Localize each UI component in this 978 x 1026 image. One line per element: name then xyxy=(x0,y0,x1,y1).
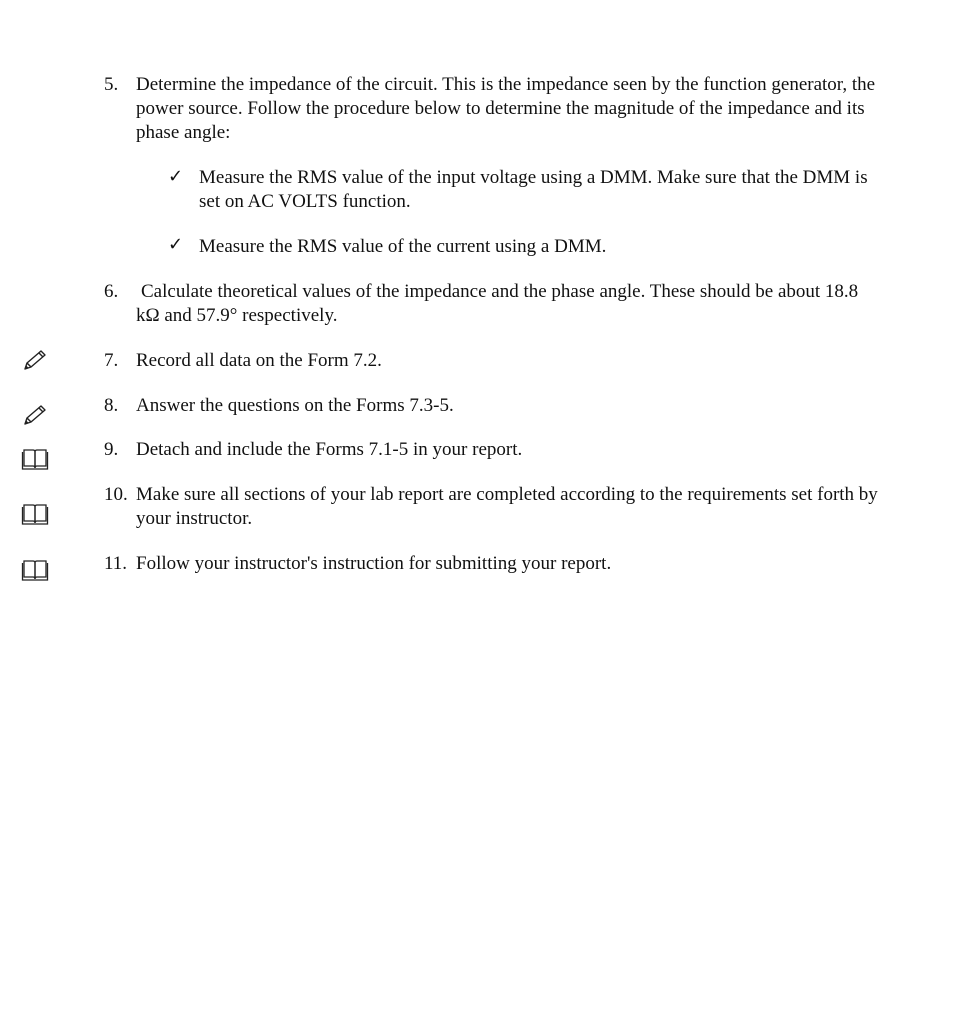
book-icon xyxy=(21,558,49,582)
substep-2-line-1: Measure the RMS value of the current using a DMM. xyxy=(199,236,607,257)
pencil-icon xyxy=(22,348,50,372)
checkmark-icon: ✓ xyxy=(168,234,184,255)
step-7-line-1: Record all data on the Form 7.2. xyxy=(136,350,382,371)
book-icon xyxy=(21,447,49,471)
checkmark-icon: ✓ xyxy=(168,166,184,187)
book-icon xyxy=(21,502,49,526)
substep-1-line-2: set on AC VOLTS function. xyxy=(199,191,411,212)
step-5-number: 5. xyxy=(104,74,119,95)
step-6-line-2: kΩ and 57.9° respectively. xyxy=(136,305,338,326)
step-6-number: 6. xyxy=(104,281,119,302)
pencil-icon xyxy=(22,403,50,427)
step-11-line-1: Follow your instructor's instruction for submitting your report. xyxy=(136,553,612,574)
step-10-number: 10. xyxy=(104,484,128,505)
step-9-line-1: Detach and include the Forms 7.1-5 in your report. xyxy=(136,439,523,460)
step-7-number: 7. xyxy=(104,350,119,371)
step-5-line-2: power source. Follow the procedure below to determine the magnitude of the impedance and its xyxy=(136,98,865,119)
step-9-number: 9. xyxy=(104,439,119,460)
step-5-line-1: Determine the impedance of the circuit. This is the impedance seen by the function generator, the xyxy=(136,74,876,95)
step-10-line-1: Make sure all sections of your lab report are completed according to the requirements set forth by xyxy=(136,484,878,505)
step-8-number: 8. xyxy=(104,395,119,416)
step-6-line-1: Calculate theoretical values of the impedance and the phase angle. These should be about 18.8 xyxy=(141,281,859,302)
step-11-number: 11. xyxy=(104,553,128,574)
step-8-line-1: Answer the questions on the Forms 7.3-5. xyxy=(136,395,454,416)
step-10-line-2: your instructor. xyxy=(136,508,253,529)
substep-1-line-1: Measure the RMS value of the input voltage using a DMM. Make sure that the DMM is xyxy=(199,167,868,188)
step-5-line-3: phase angle: xyxy=(136,122,231,143)
